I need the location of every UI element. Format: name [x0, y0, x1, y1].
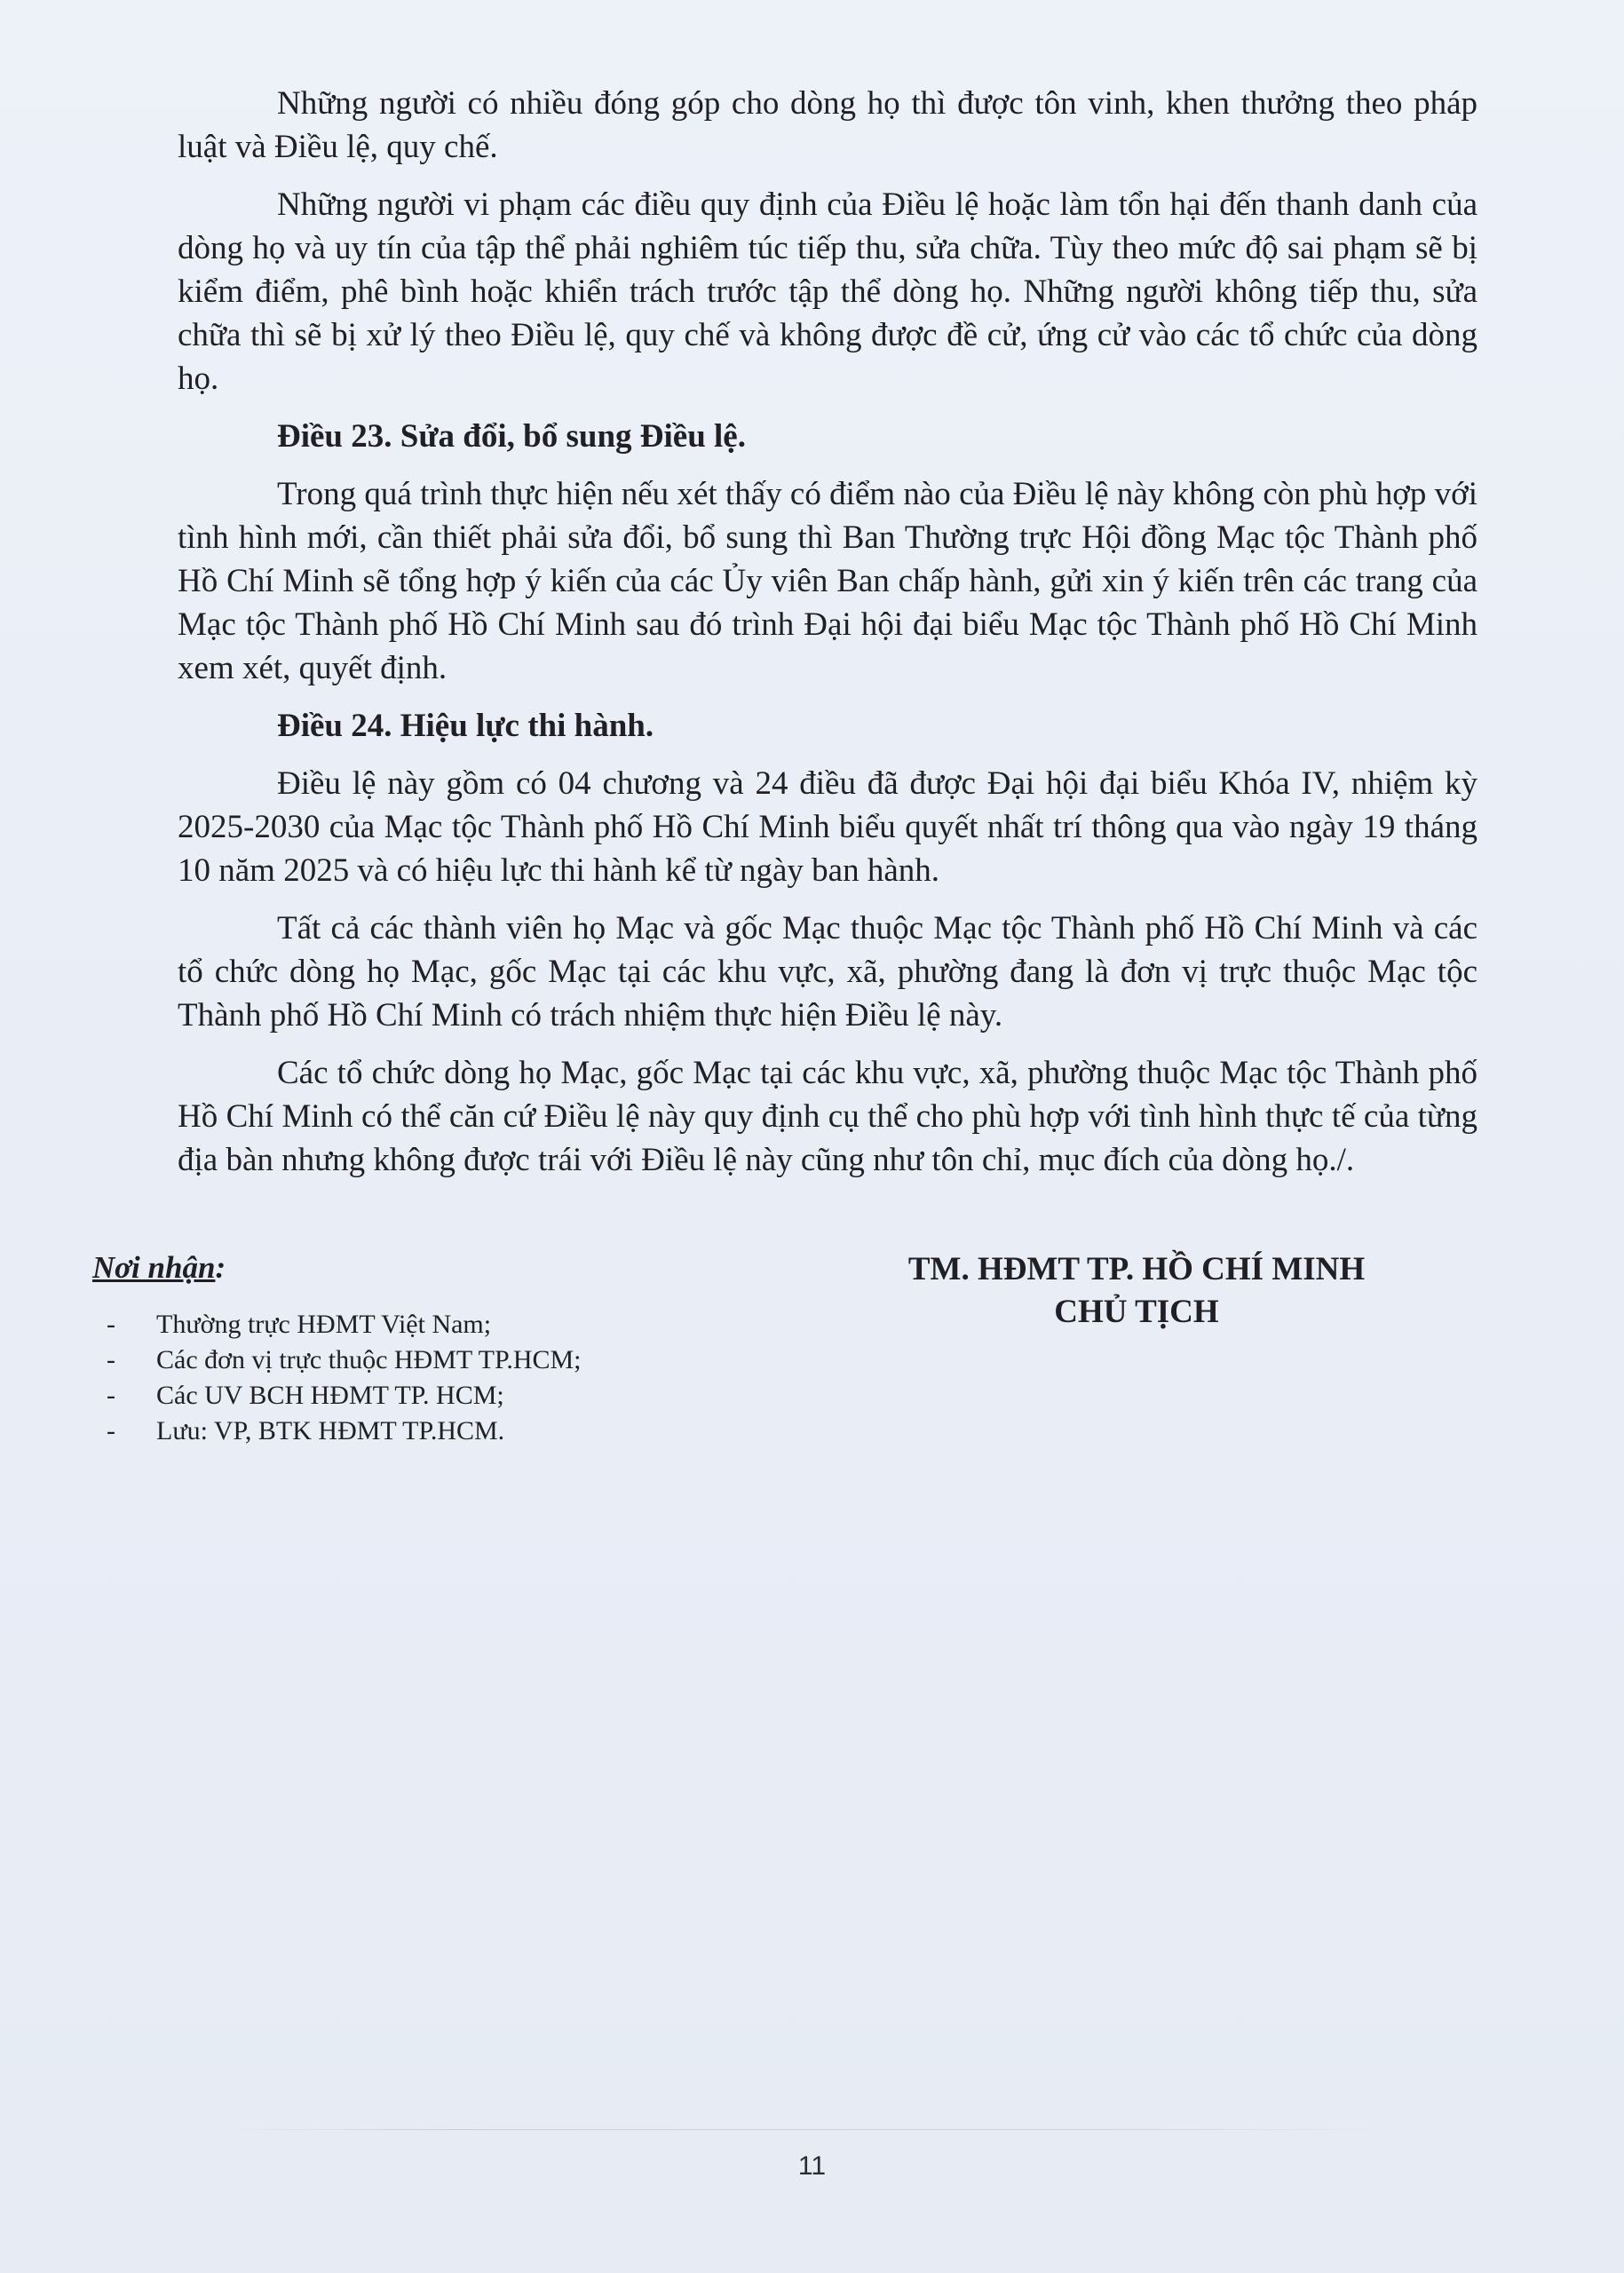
document-body [178, 82, 1477, 1196]
list-dash: - [107, 1416, 115, 1445]
paragraph-local-rules: Các tổ chức dòng họ Mạc, gốc Mạc tại các khu vực, xã, phường thuộc Mạc tộc Thành phố Hồ Chí Minh có thể căn cứ Điều lệ này quy định cụ thể cho phù hợp với tình hình thực tế của từng địa bàn nhưng không được trái với Điều lệ này cũng như tôn chỉ, mục đích của dòng họ./. [178, 1055, 1477, 1178]
recipients-title-colon: : [215, 1250, 226, 1285]
recipient-item [92, 1307, 714, 1342]
recipient-list [92, 1307, 714, 1449]
recipients-title [92, 1248, 714, 1287]
signature-title: CHỦ TỊCH [1054, 1294, 1219, 1330]
paragraph-violations: Những người vi phạm các điều quy định của Điều lệ hoặc làm tổn hại đến thanh danh của dòng họ và uy tín của tập thể phải nghiêm túc tiếp thu, sửa chữa. Tùy theo mức độ sai phạm sẽ bị kiểm điểm, phê bình hoặc khiển trách trước tập thể dòng họ. Những người không tiếp thu, sửa chữa thì sẽ bị xử lý theo Điều lệ, quy chế và không được đề cử, ứng cử vào các tổ chức của dòng họ. [178, 186, 1477, 397]
paragraph-amendment: Trong quá trình thực hiện nếu xét thấy có điểm nào của Điều lệ này không còn phù hợp với tình hình mới, cần thiết phải sửa đổi, bổ sung thì Ban Thường trực Hội đồng Mạc tộc Thành phố Hồ Chí Minh sẽ tổng hợp ý kiến của các Ủy viên Ban chấp hành, gửi xin ý kiến trên các trang của Mạc tộc Thành phố Hồ Chí Minh sau đó trình Đại hội đại biểu Mạc tộc Thành phố Hồ Chí Minh xem xét, quyết định. [178, 476, 1477, 686]
list-dash: - [107, 1345, 115, 1374]
recipient-item [92, 1342, 714, 1378]
scan-artifact-line [213, 2129, 1394, 2130]
recipients-block [92, 1248, 714, 1449]
signature-block [737, 1248, 1536, 1334]
paragraph-honors: Những người có nhiều đóng góp cho dòng họ thì được tôn vinh, khen thưởng theo pháp luật và Điều lệ, quy chế. [178, 85, 1477, 165]
article-24-heading: Điều 24. Hiệu lực thi hành. [277, 708, 654, 744]
page-number: 11 [797, 2151, 827, 2181]
recipient-text: Các UV BCH HĐMT TP. HCM; [156, 1381, 504, 1410]
recipient-text: Các đơn vị trực thuộc HĐMT TP.HCM; [156, 1345, 582, 1374]
list-dash: - [107, 1381, 115, 1410]
recipient-text: Lưu: VP, BTK HĐMT TP.HCM. [156, 1416, 505, 1445]
signature-organization: TM. HĐMT TP. HỒ CHÍ MINH [907, 1251, 1366, 1287]
recipient-item [92, 1378, 714, 1414]
recipient-text: Thường trực HĐMT Việt Nam; [156, 1310, 492, 1339]
paragraph-members-responsibility: Tất cả các thành viên họ Mạc và gốc Mạc thuộc Mạc tộc Thành phố Hồ Chí Minh và các tổ chức dòng họ Mạc, gốc Mạc tại các khu vực, xã, phường đang là đơn vị trực thuộc Mạc tộc Thành phố Hồ Chí Minh có trách nhiệm thực hiện Điều lệ này. [178, 910, 1477, 1034]
list-dash: - [107, 1310, 115, 1339]
article-23-heading: Điều 23. Sửa đổi, bổ sung Điều lệ. [277, 418, 746, 455]
recipients-title-text: Nơi nhận [92, 1250, 216, 1285]
recipient-item [92, 1414, 714, 1449]
paragraph-effect: Điều lệ này gồm có 04 chương và 24 điều đã được Đại hội đại biểu Khóa IV, nhiệm kỳ 2025-2030 của Mạc tộc Thành phố Hồ Chí Minh biểu quyết nhất trí thông qua vào ngày 19 tháng 10 năm 2025 và có hiệu lực thi hành kể từ ngày ban hành. [178, 765, 1477, 889]
